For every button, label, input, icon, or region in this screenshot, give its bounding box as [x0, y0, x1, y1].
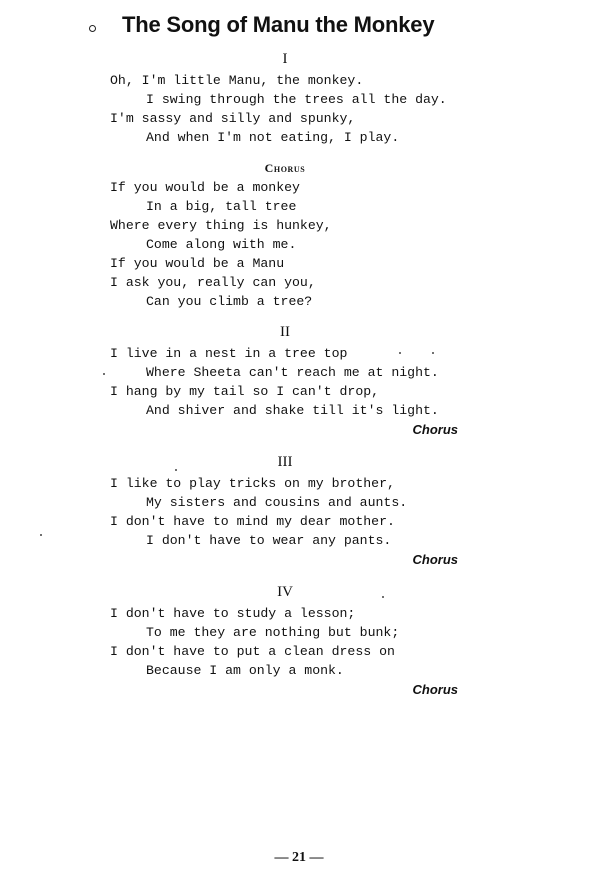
ornament-mark: [89, 25, 96, 32]
stanza-numeral: III: [277, 454, 293, 470]
print-speck: [40, 534, 42, 536]
verse-line: Where every thing is hunkey,: [110, 218, 332, 233]
verse-line: I don't have to study a lesson;: [110, 606, 356, 621]
verse-line: In a big, tall tree: [146, 199, 297, 214]
verse-line: Because I am only a monk.: [146, 663, 344, 678]
verse-line: I'm sassy and silly and spunky,: [110, 111, 356, 126]
verse-line: And shiver and shake till it's light.: [146, 403, 439, 418]
stanza-numeral: I: [282, 51, 288, 67]
verse-line: If you would be a monkey: [110, 180, 300, 195]
print-speck: [432, 352, 434, 354]
print-speck: [382, 596, 384, 598]
stanza-4: [110, 583, 460, 699]
verse-line: If you would be a Manu: [110, 256, 285, 271]
verse-line: I ask you, really can you,: [110, 275, 316, 290]
verse-line: I live in a nest in a tree top: [110, 346, 348, 361]
chorus-heading: Chorus: [264, 161, 306, 175]
stanza-1: [110, 50, 460, 147]
verse-line: I like to play tricks on my brother,: [110, 476, 395, 491]
verse-line: I don't have to put a clean dress on: [110, 644, 395, 659]
verse-line: Can you climb a tree?: [146, 294, 313, 309]
chorus-refrain-cue: Chorus: [412, 422, 458, 437]
verse-line: And when I'm not eating, I play.: [146, 130, 400, 145]
verse-line: Come along with me.: [146, 237, 297, 252]
page-number: — 21 —: [274, 850, 324, 865]
verse-line: I don't have to mind my dear mother.: [110, 514, 395, 529]
chorus-stanza: [110, 159, 460, 311]
verse-line: I swing through the trees all the day.: [146, 92, 447, 107]
stanza-2: [110, 323, 460, 439]
print-speck: [399, 352, 401, 354]
verse-line: To me they are nothing but bunk;: [146, 625, 400, 640]
verse-line: Oh, I'm little Manu, the monkey.: [110, 73, 364, 88]
chorus-refrain-cue: Chorus: [412, 552, 458, 567]
chorus-refrain-cue: Chorus: [412, 682, 458, 697]
stanza-numeral: IV: [277, 584, 293, 600]
verse-line: I hang by my tail so I can't drop,: [110, 384, 380, 399]
verse-line: Where Sheeta can't reach me at night.: [146, 365, 439, 380]
print-speck: [103, 373, 105, 375]
stanza-numeral: II: [280, 324, 290, 340]
stanza-3: [110, 453, 460, 569]
print-speck: [175, 469, 177, 471]
verse-line: I don't have to wear any pants.: [146, 533, 392, 548]
verse-line: My sisters and cousins and aunts.: [146, 495, 408, 510]
song-title: The Song of Manu the Monkey: [122, 12, 435, 37]
poem-body: [110, 50, 460, 699]
